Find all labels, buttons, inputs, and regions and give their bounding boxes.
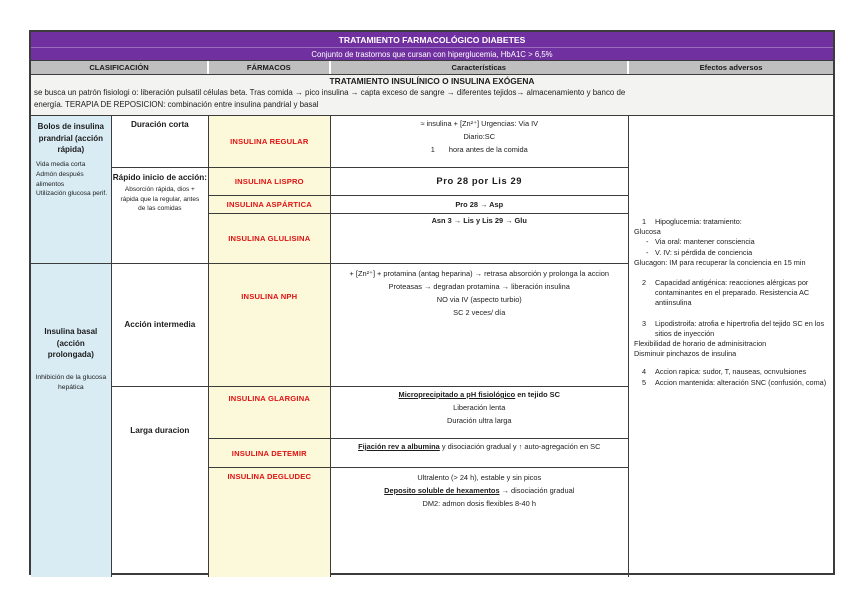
char-glargina: [331, 387, 629, 439]
drug-insulina-regular: INSULINA REGULAR: [209, 116, 329, 168]
char-glulisina: Asn 3 → Lis y Lis 29 → Glu: [331, 214, 629, 264]
char-aspartica: Pro 28 → Asp: [331, 196, 629, 214]
cell-insulina-basal: [31, 264, 111, 577]
column-farmacos: [209, 116, 330, 577]
header-efectos-adversos: Efectos adversos: [629, 61, 833, 74]
char-regular: [331, 116, 629, 168]
prandial-note-2: Admón después alimentos: [36, 170, 84, 188]
effect-5-number: 5: [642, 377, 647, 387]
drug-insulina-lispro: INSULINA LISPRO: [209, 168, 329, 196]
char-degludec-rest: → disociación gradual: [499, 485, 575, 495]
section-intro: [31, 75, 833, 116]
cell-accion-intermedia: [112, 264, 209, 387]
effect-1-dash-1-text: Via oral: mantener consciencia: [655, 237, 755, 247]
cell-duracion-corta: [112, 116, 209, 168]
accion-intermedia-label: Acción intermedia: [124, 320, 196, 330]
char-detemir-underlined: Fijación rev a albumina: [358, 442, 440, 451]
effect-3-disminuir: Disminuir pinchazos de insulina: [634, 349, 737, 359]
column-clasificacion: [31, 116, 112, 577]
char-degludec-underlined: Deposito soluble de hexamentos: [384, 485, 500, 495]
char-nph-line-1: + [Zn²⁺] + protamina (antag heparina) → retrasa absorción y prolonga la accion: [349, 269, 609, 278]
column-efectos-adversos: [629, 116, 833, 577]
char-glargina-underlined: Microprecipitado a pH fisiológico: [398, 390, 516, 399]
char-regular-line-3-num: 1: [430, 144, 435, 154]
char-detemir: [331, 439, 629, 468]
section-title: TRATAMIENTO INSULÍNICO O INSULINA EXÓGENA: [329, 76, 535, 86]
basal-note: Inhibición de la glucosa hepática: [35, 373, 107, 391]
rapido-inicio-label: Rápido inicio de acción:: [112, 173, 207, 182]
char-degludec-line-2: [339, 486, 621, 496]
dash-bullet: -: [646, 247, 649, 257]
prandial-note-3: Utilización glucosa perif.: [36, 190, 108, 198]
effect-item-1: [633, 217, 829, 227]
char-nph-line-2: Proteasas → degradan protamina → liberación insulina: [388, 281, 570, 291]
effect-1-glucagon: Glucagon: IM para recuperar la conciencia en 15 min: [634, 257, 806, 267]
char-nph-line-3: NO via IV (aspecto turbio): [436, 294, 522, 304]
effect-1-dash-2: [633, 248, 829, 258]
cell-larga-duracion: [112, 387, 209, 577]
header-clasificacion: CLASIFICACIÓN: [31, 61, 209, 74]
header-farmacos: FÁRMACOS: [209, 61, 330, 74]
cell-rapido-inicio: [112, 168, 209, 264]
char-detemir-line-1: [339, 442, 621, 452]
larga-duracion-label: Larga duracion: [130, 426, 190, 435]
header-caracteristicas: Características: [331, 61, 630, 74]
char-regular-line-3-text: hora antes de la comida: [448, 144, 528, 154]
effect-4-text: Accion rapica: sudor, T, nauseas, ocnvulsiones: [655, 367, 807, 377]
treatment-table: [29, 30, 835, 575]
effect-3-flexibilidad: Flexibilidad de horario de adminisitracion: [634, 339, 767, 349]
char-regular-line-3: [339, 145, 621, 155]
effect-5-text: Accion mantenida: alteración SNC (confusión, coma): [655, 377, 827, 387]
section-line-1: se busca un patrón fisiologi o: liberación pulsatil células beta. Tras comida → pico insulina → capta exceso de sangre → diferentes tejidos→ almacenamiento y banco de: [34, 88, 626, 97]
char-regular-line-1: ≈ insulina + [Zn²⁺] Urgencias: Via IV: [420, 119, 539, 128]
effect-item-5: [633, 378, 829, 388]
column-caracteristicas: [331, 116, 630, 577]
basal-title: Insulina basal (acción prolongada): [44, 327, 98, 360]
rapido-inicio-note: Absorción rápida, dios + rápida que la regular, antes de las comidas: [120, 186, 200, 213]
table-body: [31, 116, 833, 577]
drug-insulina-nph: INSULINA NPH: [209, 264, 329, 387]
drug-insulina-aspartica: INSULINA ASPÁRTICA: [209, 196, 329, 214]
effect-1-dash-1: [633, 237, 829, 247]
char-nph: [331, 264, 629, 387]
char-nph-line-4: SC 2 veces/ día: [453, 307, 506, 317]
effect-2-number: 2: [642, 278, 647, 288]
char-glargina-line-3: Duración ultra larga: [447, 415, 512, 425]
effect-item-4: [633, 367, 829, 377]
effect-3-number: 3: [642, 318, 647, 328]
char-degludec-line-3: DM2: admon dosis flexibles 8-40 h: [422, 498, 536, 508]
cell-bolos-prandrial: [31, 116, 111, 264]
effect-1-dash-2-text: V. IV: si pérdida de conciencia: [655, 247, 753, 257]
char-glargina-line-1: [339, 390, 621, 400]
prandial-note-1: Vida media corta: [36, 160, 86, 168]
drug-insulina-detemir: INSULINA DETEMIR: [209, 439, 329, 468]
duracion-corta-label: Duración corta: [130, 120, 189, 129]
effect-item-2: [633, 278, 829, 309]
dash-bullet: -: [646, 237, 649, 247]
column-header-row: [31, 60, 833, 75]
effect-3-text: Lipodistroifa: atrofia e hipertrofia del tejido SC en los sitios de inyección: [655, 318, 825, 338]
effect-1-text: Hipoglucemia: tratamiento:: [655, 217, 742, 226]
effect-1-glucosa: Glucosa: [634, 227, 661, 237]
column-duracion: [112, 116, 210, 577]
effect-4-number: 4: [642, 367, 647, 377]
section-line-2: energía. TERAPIA DE REPOSICION: combinación entre insulina pandrial y basal: [34, 100, 319, 110]
effect-2-text: Capacidad antigénica: reacciones alérgicas por contaminantes en el preparado. Resistencia AC antiinsulina: [655, 278, 810, 308]
table-title: TRATAMIENTO FARMACOLÓGICO DIABETES: [31, 32, 833, 48]
drug-insulina-glulisina: INSULINA GLULISINA: [209, 214, 329, 264]
char-detemir-rest: y disociación gradual y ↑ auto-agregación en SC: [439, 442, 601, 451]
char-lispro: Pro 28 por Lis 29: [331, 168, 629, 196]
char-degludec-line-1: Ultralento (> 24 h), estable y sin picos: [417, 473, 542, 482]
table-subtitle: Conjunto de trastornos que cursan con hiperglucemia, HbA1C > 6,5%: [31, 48, 833, 60]
char-glargina-line-2: Liberación lenta: [453, 402, 506, 412]
effect-1-number: 1: [642, 217, 647, 226]
char-regular-line-2: Diario:SC: [463, 131, 496, 141]
char-degludec: [331, 468, 629, 577]
drug-insulina-glargina: INSULINA GLARGINA: [209, 387, 329, 439]
char-glargina-rest: en tejido SC: [515, 390, 560, 399]
prandial-title: Bolos de insulina prandrial (acción rápida): [37, 122, 104, 155]
effect-item-3: [633, 319, 829, 339]
drug-insulina-degludec: INSULINA DEGLUDEC: [227, 472, 312, 481]
